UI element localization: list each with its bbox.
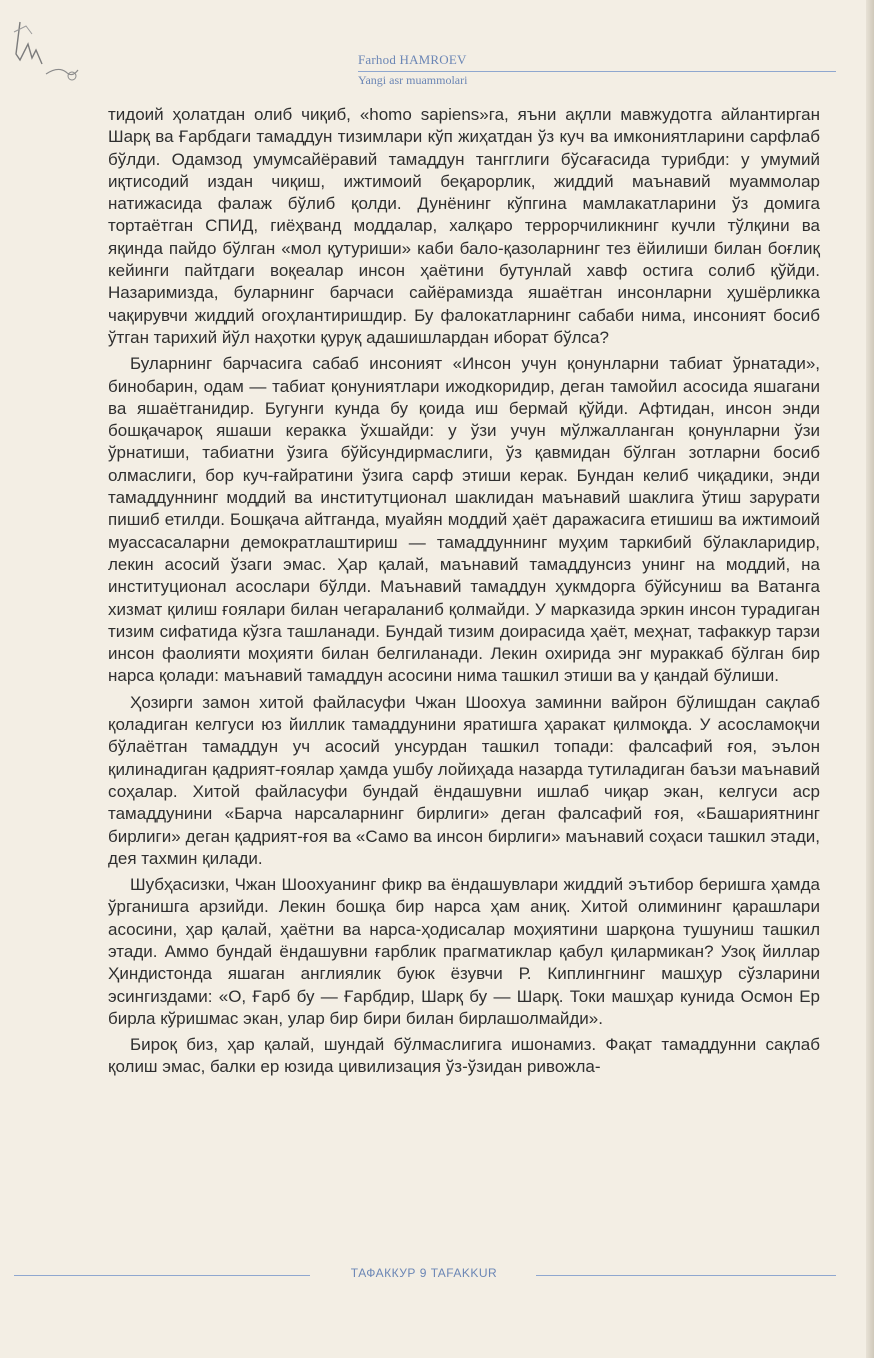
footer-label: ТАФАККУР 9 TAFAKKUR [350, 1266, 498, 1280]
article-body [108, 104, 820, 1083]
paragraph: Буларнинг барчасига сабаб инсоният «Инсон учун қонунларни табиат ўрнатади», бинобарин, одам — табиат қонуниятлари ижодкоридир, деган тамойил асосида яшагани ва яшаётганидир. Бугунги кунда бу қоида иш бермай қўйди. Афтидан, инсон энди бошқачароқ яшаши керакка ўхшайди: у ўзи учун мўлжалланган қонунларни ўзи ўрнатиши, табиатни ўзига бўйсундирмаслиги, ўз қавмидан бўлган зотларни босиб олмаслиги, бор куч-ғайратини ўзига сарф этиши керак. Бундан келиб чиқадики, энди тамаддуннинг моддий ва институтционал шаклидан маънавий шаклига ўтиш зарурати пишиб етилди. Бошқача айтганда, муайян моддий ҳаёт даражасига етишиш ва ижтимоий муассасаларни демократлаштириш — тамаддуннинг муҳим таркибий бўлакларидир, лекин асосий ўзаги эмас. Ҳар қалай, маънавий тамаддунсиз унинг на моддий, на институционал асослари бўлди. Маънавий тамаддун ҳукмдорга бўйсуниш ва Ватанга хизмат қилиш ғоялари билан чегараланиб қолмайди. У марказида эркин инсон турадиган тизим сифатида кўзга ташланади. Бундай тизим доирасида ҳаёт, меҳнат, тафаккур тарзи инсон фаолияти моҳияти билан белгиланади. Лекин охирида энг мураккаб бўлган бир нарса қолади: маънавий тамаддун асосини нима ташкил этиши ва у қандай бўлиши. [108, 354, 820, 686]
paragraph: Бироқ биз, ҳар қалай, шундай бўлмаслигига ишонамиз. Фақат тамаддунни сақлаб қолиш эмас, балки ер юзида цивилизация ўз-ўзидан ривожла- [108, 1035, 820, 1077]
header-rule [358, 71, 836, 72]
header-subtitle: Yangi asr muammolari [358, 73, 468, 87]
paragraph: тидоий ҳолатдан олиб чиқиб, «homo sapiens»га, яъни ақлли мавжудотга айлантирган Шарқ ва Ғарбдаги тамаддун тизимлари кўп жиҳатдан ўз куч ва имкониятларини сарфлаб бўлди. Одамзод умумсайёравий тамаддун тангглиги бўсағасида турибди: у умумий иқтисодий издан чиқиш, ижтимоий беқарорлик, жиддий маънавий муаммолар натижасида фалаж бўлиб қолди. Дунёнинг кўпгина мамлакатларини ўз домига тортаётган СПИД, гиёҳванд моддалар, халқаро террорчиликнинг кучли тўлқини ва яқинда пайдо бўлган «мол қутуриши» каби бало-қазоларнинг тез ёйилиши билан боғлиқ кейинги пайтдаги воқеалар инсон ҳаётини бутунлай хавф остига солиб қўйди. Назаримизда, буларнинг барчаси сайёрамизда яшаётган инсонларни ҳушёрликка чақирувчи жиддий огоҳлантиришдир. Бу фалокатларнинг сабаби нима, инсоният босиб ўтган тарихий йўл наҳотки қуруқ адашишлардан иборат бўлса? [108, 105, 820, 347]
page-edge [866, 0, 874, 1358]
paragraph: Ҳозирги замон хитой файласуфи Чжан Шоохуа заминни вайрон бўлишдан сақлаб қоладиган келгуси юз йиллик тамаддунини яратишга ҳаракат қилмоқда. У асосламоқчи бўлаётган тамаддун уч асосий унсурдан ташкил топади: фалсафий ғоя, эълон қилинадиган қадрият-ғоялар ҳамда ушбу лойиҳада назарда тутиладиган баъзи маънавий соҳалар. Хитой файласуфи бундай ёндашувни ишлаб чиқар экан, келгуси аср тамаддунини «Барча нарсаларнинг бирлиги» деган фалсафий ғоя, «Башариятнинг бирлиги» деган қадрият-ғоя ва «Само ва инсон бирлиги» маънавий соҳаси ташкил этади, дея тахмин қилади. [108, 692, 820, 868]
footer-rule-left [14, 1275, 310, 1276]
running-header [0, 52, 874, 92]
footer-rule-right [536, 1275, 836, 1276]
paragraph: Шубҳасизки, Чжан Шоохуанинг фикр ва ёндашувлари жиддий эътибор беришга ҳамда ўрганишга арзийди. Лекин бошқа бир нарса ҳам аниқ. Хитой олимининг қарашлари асосини, ҳар қалай, ҳаётни ва нарса-ҳодисалар моҳиятини шарқона тушуниш ташкил этади. Аммо бундай ёндашувни ғарблик прагматиклар қабул қилармикан? Узоқ йиллар Ҳиндистонда яшаган англиялик буюк ёзувчи Р. Киплингнинг машҳур сўзларини эсингиздами: «О, Ғарб бу — Ғарбдир, Шарқ бу — Шарқ. Токи машҳар кунида Осмон Ер бирла кўришмас экан, улар бир бири билан бирлашолмайди». [108, 875, 820, 1028]
page-footer [0, 1266, 874, 1286]
header-author: Farhod HAMROEV [358, 52, 467, 67]
